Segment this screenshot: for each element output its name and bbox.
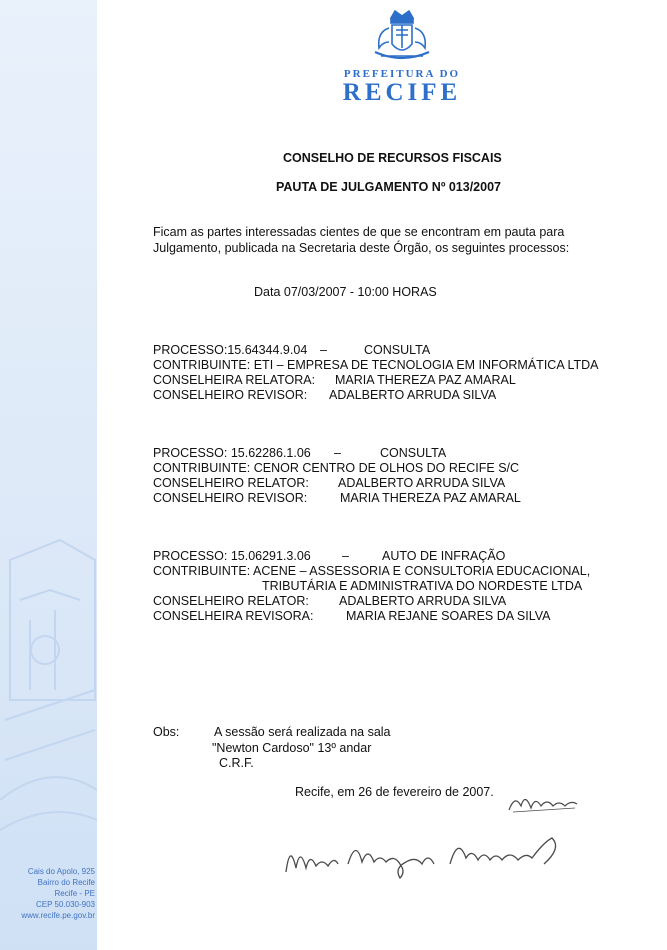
address-line: Recife - PE [54, 889, 95, 898]
relator-label: CONSELHEIRA RELATORA: [153, 373, 316, 387]
contribuinte-label: CONTRIBUINTE: [153, 461, 251, 475]
process-type: AUTO DE INFRAÇÃO [382, 549, 506, 563]
contribuinte-value: ETI – EMPRESA DE TECNOLOGIA EM INFORMÁTICA LTDA [253, 358, 599, 372]
relator-value: ADALBERTO ARRUDA SILVA [338, 476, 506, 490]
contribuinte-row [153, 564, 590, 578]
coat-of-arms-icon [367, 8, 437, 66]
address-line: CEP 50.030-903 [35, 900, 95, 909]
obs-line: A sessão será realizada na sala [214, 725, 391, 739]
sidebar-address [0, 866, 95, 921]
prefeitura-logo [332, 8, 472, 106]
address-line: Bairro do Recife [37, 878, 95, 887]
contribuinte-row [153, 461, 519, 475]
process-dash: – [334, 446, 341, 460]
process-number: 15.62286.1.06 [230, 446, 311, 460]
handwritten-signature-icon [282, 828, 572, 888]
document-subtitle: PAUTA DE JULGAMENTO Nº 013/2007 [276, 180, 501, 194]
relator-value: ADALBERTO ARRUDA SILVA [339, 594, 507, 608]
obs-line: "Newton Cardoso" 13º andar [212, 741, 372, 755]
place-date: Recife, em 26 de fevereiro de 2007. [295, 785, 494, 799]
process-number-row [153, 446, 311, 460]
contribuinte-label: CONTRIBUINTE: [153, 358, 251, 372]
contribuinte-label: CONTRIBUINTE: [153, 564, 251, 578]
logo-prefeitura-text: PREFEITURA DO [343, 68, 461, 80]
intro-line: Julgamento, publicada na Secretaria deste Órgão, os seguintes processos: [153, 241, 570, 255]
process-type: CONSULTA [364, 343, 431, 357]
process-dash: – [320, 343, 327, 357]
obs-line: C.R.F. [219, 756, 254, 770]
contribuinte-row [153, 358, 598, 372]
relator-value: MARIA THEREZA PAZ AMARAL [335, 373, 516, 387]
city-watermark-icon [0, 0, 97, 950]
logo-recife-text: RECIFE [342, 79, 462, 106]
process-number-row [153, 549, 311, 563]
revisor-label: CONSELHEIRO REVISOR: [153, 388, 308, 402]
revisor-value: ADALBERTO ARRUDA SILVA [329, 388, 497, 402]
intro-line: Ficam as partes interessadas cientes de que se encontram em pauta para [153, 225, 565, 239]
contribuinte-value-cont: TRIBUTÁRIA E ADMINISTRATIVA DO NORDESTE LTDA [262, 579, 583, 593]
process-label: PROCESSO: [153, 446, 228, 460]
relator-label: CONSELHEIRO RELATOR: [153, 476, 309, 490]
address-line: Cais do Apolo, 925 [27, 867, 95, 876]
session-date: Data 07/03/2007 - 10:00 HORAS [254, 285, 437, 299]
process-type: CONSULTA [380, 446, 447, 460]
revisor-label: CONSELHEIRA REVISORA: [153, 609, 314, 623]
website-link[interactable]: www.recife.pe.gov.br [21, 911, 95, 920]
contribuinte-value: CENOR CENTRO DE OLHOS DO RECIFE S/C [253, 461, 520, 475]
contribuinte-value: ACENE – ASSESSORIA E CONSULTORIA EDUCACIONAL, [253, 564, 591, 578]
process-label: PROCESSO: [153, 549, 228, 563]
revisor-label: CONSELHEIRO REVISOR: [153, 491, 308, 505]
process-label: PROCESSO: [153, 343, 228, 357]
process-number: 15.06291.3.06 [230, 549, 311, 563]
sidebar-watermark [0, 0, 97, 950]
revisor-value: MARIA THEREZA PAZ AMARAL [340, 491, 521, 505]
relator-label: CONSELHEIRO RELATOR: [153, 594, 309, 608]
obs-label: Obs: [153, 725, 180, 739]
initials-signature-icon [505, 786, 585, 818]
process-number-row [153, 343, 307, 357]
document-title: CONSELHO DE RECURSOS FISCAIS [283, 151, 502, 165]
process-dash: – [342, 549, 349, 563]
process-number: 15.64344.9.04 [227, 343, 308, 357]
revisor-value: MARIA REJANE SOARES DA SILVA [346, 609, 551, 623]
